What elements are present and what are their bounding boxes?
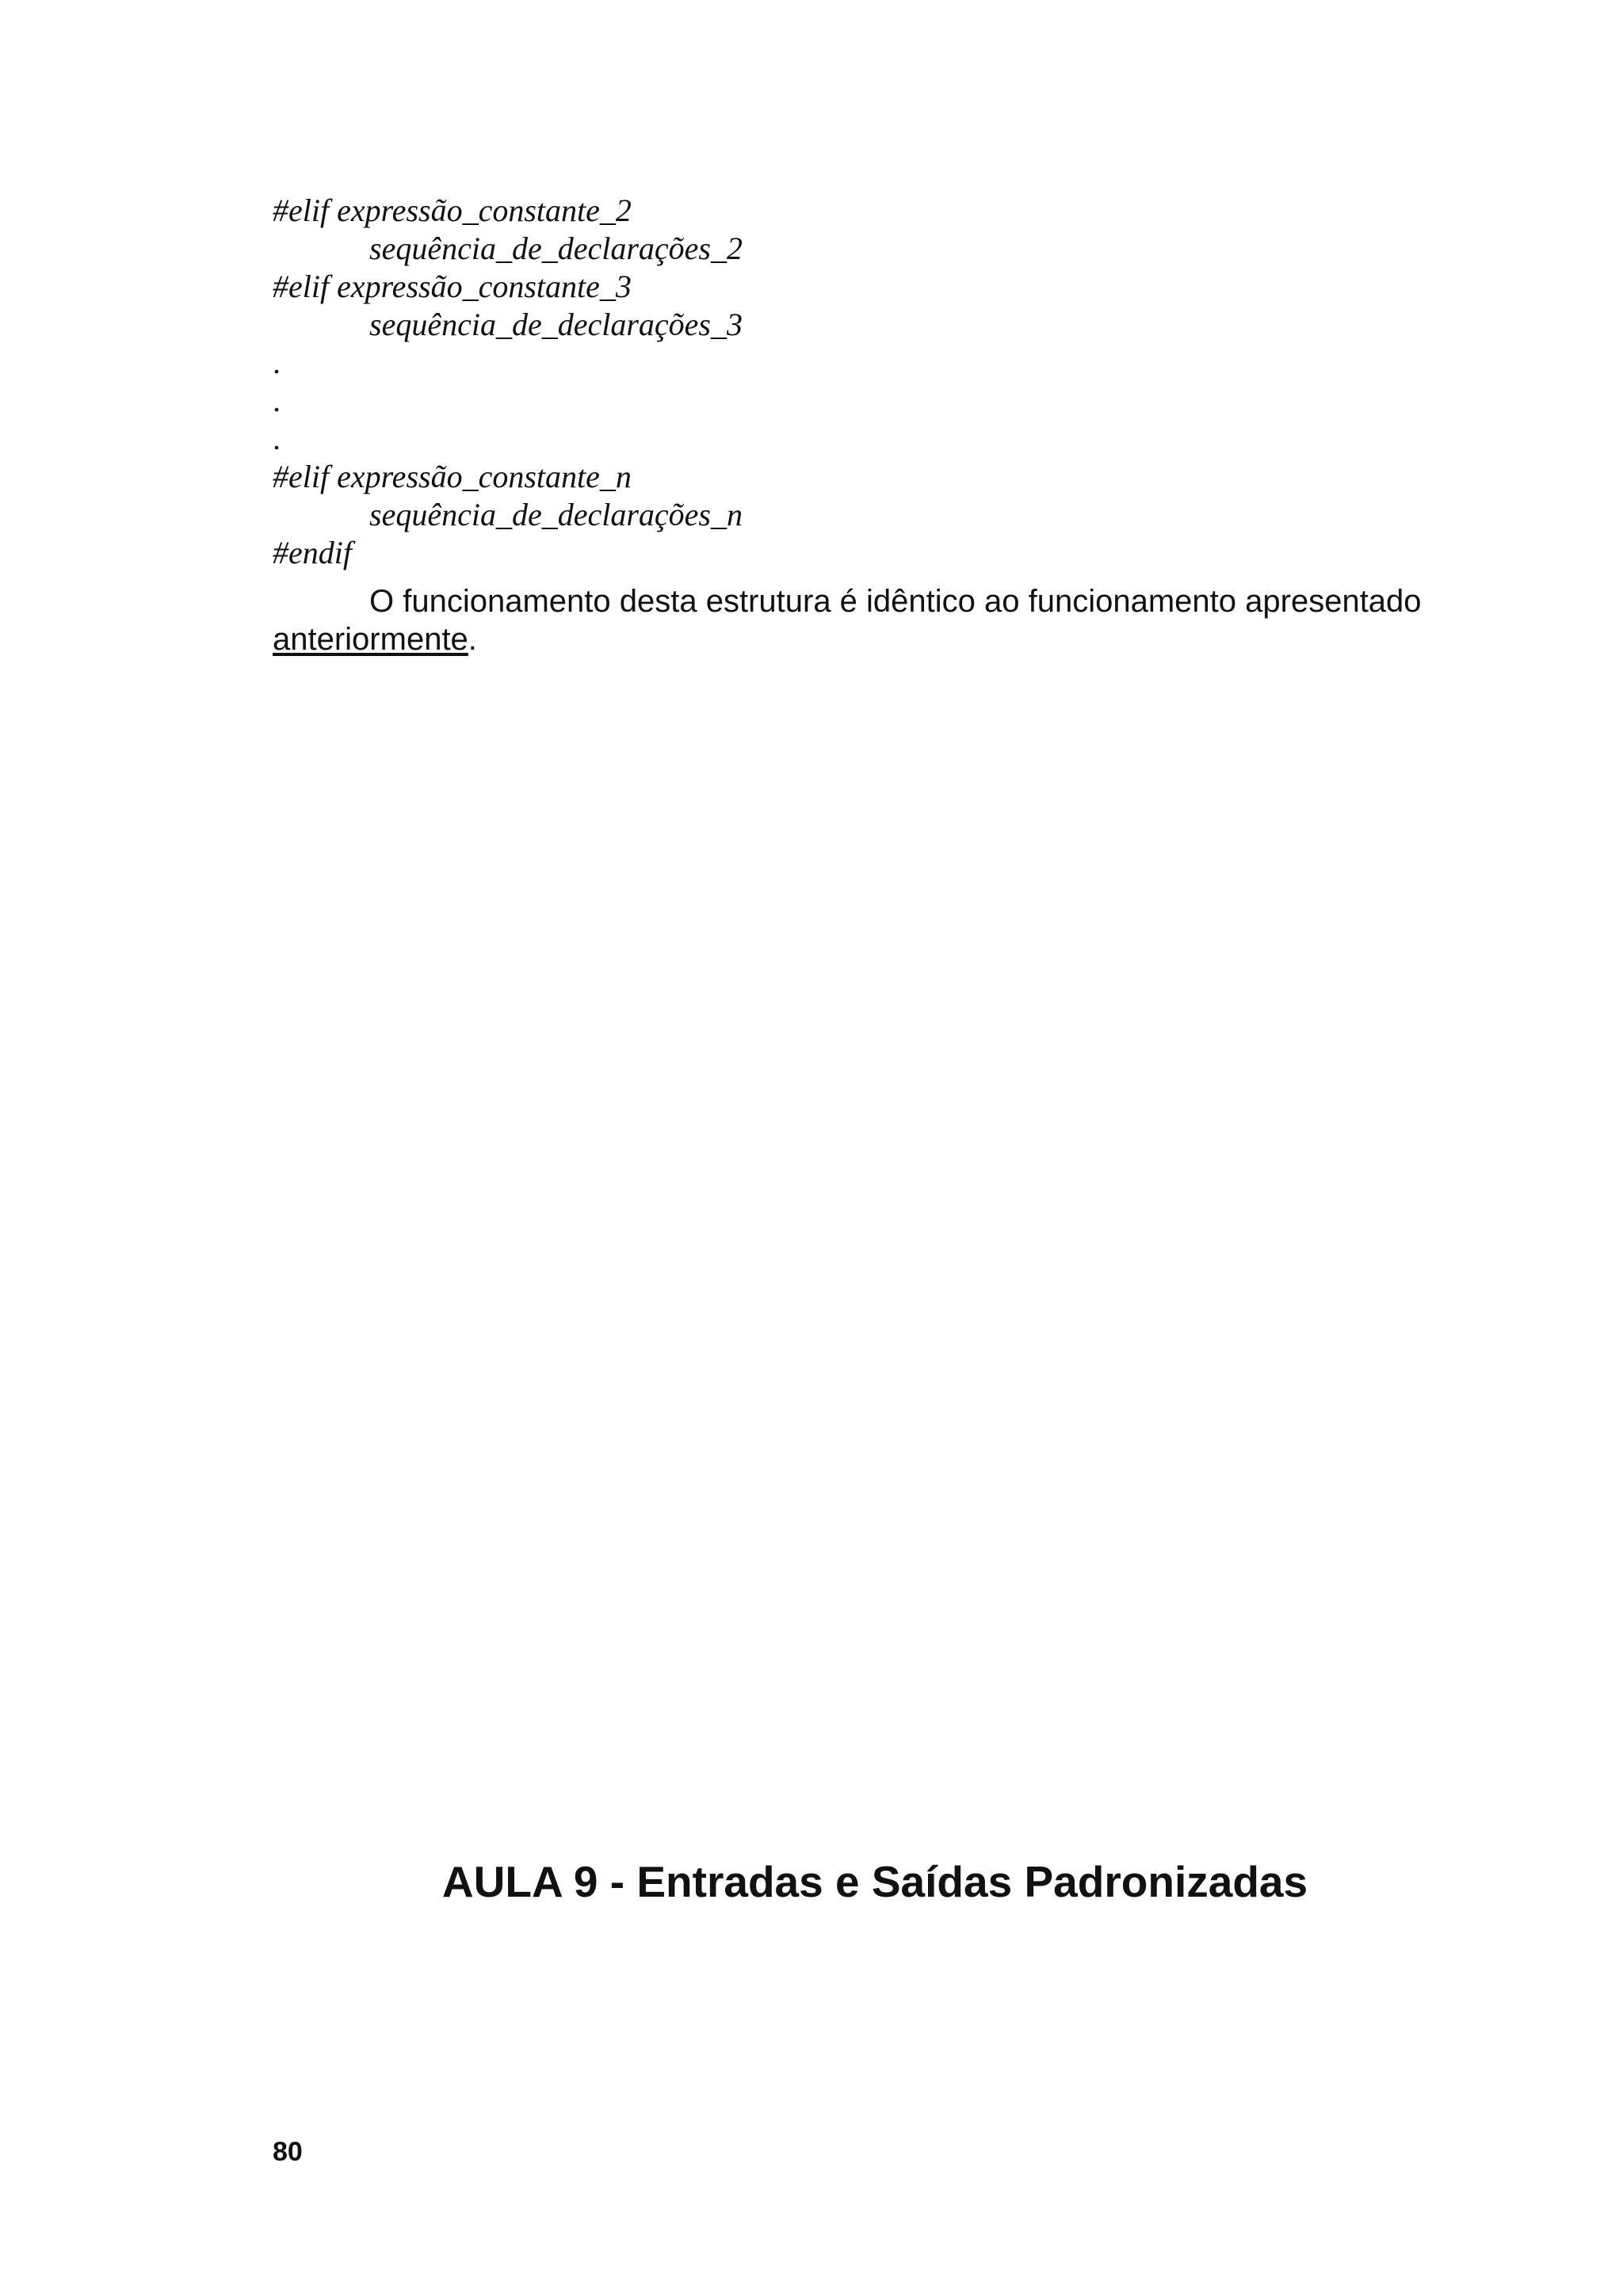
ellipsis-dot: .	[273, 345, 281, 380]
code-line: #elif expressão_constante_3	[273, 269, 632, 304]
code-line: #endif	[273, 535, 352, 570]
ellipsis-dot: .	[273, 421, 281, 456]
body-paragraph	[273, 582, 1461, 658]
code-line: sequência_de_declarações_3	[369, 307, 743, 342]
code-line: sequência_de_declarações_2	[369, 231, 743, 266]
chapter-title: AULA 9 - Entradas e Saídas Padronizadas	[441, 1857, 1308, 1906]
paragraph-text: O funcionamento desta estrutura é idêntico ao funcionamento apresentado	[369, 584, 1422, 619]
code-line: #elif expressão_constante_n	[273, 459, 632, 494]
page-number: 80	[273, 2137, 303, 2167]
anteriormente-link[interactable]: anteriormente	[273, 622, 468, 657]
code-block	[273, 192, 1461, 572]
paragraph-period: .	[468, 622, 477, 657]
ellipsis-dot: .	[273, 383, 281, 418]
code-line: #elif expressão_constante_2	[273, 193, 632, 228]
code-line: sequência_de_declarações_n	[369, 497, 743, 532]
